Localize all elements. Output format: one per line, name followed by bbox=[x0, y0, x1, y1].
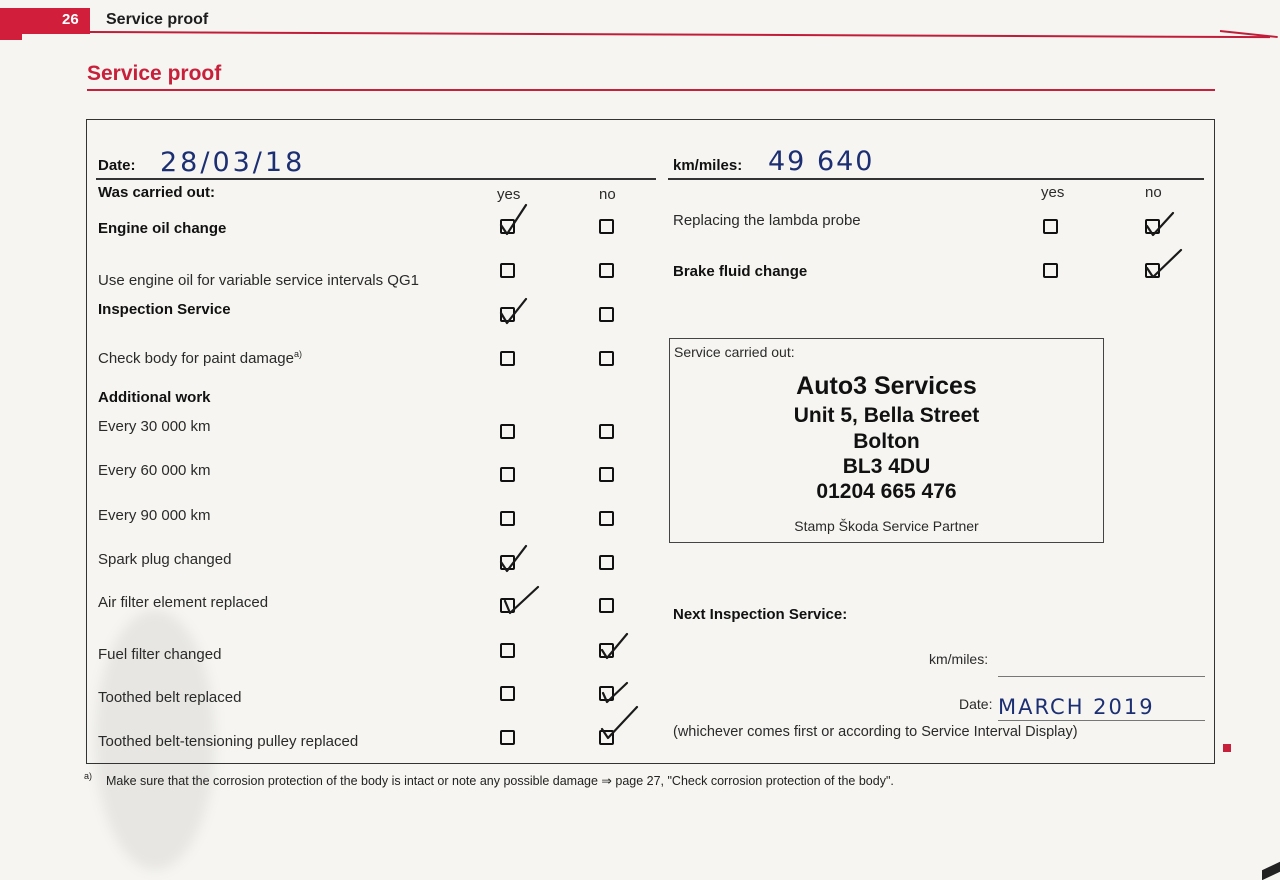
date-label: Date: bbox=[98, 157, 136, 174]
end-of-section-marker bbox=[1223, 744, 1231, 752]
checkbox-paint-yes[interactable] bbox=[500, 351, 515, 366]
section-rule bbox=[87, 89, 1215, 91]
checkbox-60000-no[interactable] bbox=[599, 467, 614, 482]
next-date-underline bbox=[998, 720, 1205, 721]
date-underline bbox=[96, 178, 656, 180]
stamp-street: Unit 5, Bella Street bbox=[793, 404, 980, 427]
item-label: Engine oil change bbox=[98, 220, 227, 237]
no-column-header-right: no bbox=[1145, 184, 1162, 201]
item-label: Every 30 000 km bbox=[98, 418, 211, 435]
additional-work-heading: Additional work bbox=[98, 389, 211, 406]
item-label: Air filter element replaced bbox=[98, 594, 269, 611]
footnote-marker: a) bbox=[84, 771, 93, 781]
no-column-header: no bbox=[599, 186, 616, 203]
yes-column-header-right: yes bbox=[1041, 184, 1065, 201]
km-underline bbox=[668, 178, 1204, 180]
footnote-text: Make sure that the corrosion protection of the body is intact or note any possible damage ⇒ page 27, "Check corrosion protection of the body". bbox=[106, 774, 894, 788]
checkbox-paint-no[interactable] bbox=[599, 351, 614, 366]
tick-mark-icon bbox=[498, 583, 540, 617]
checkbox-30000-no[interactable] bbox=[599, 424, 614, 439]
checkbox-spark-no[interactable] bbox=[599, 555, 614, 570]
item-label: Brake fluid change bbox=[673, 263, 808, 280]
date-value[interactable]: 28/03/18 bbox=[160, 147, 306, 178]
checkbox-inspection-no[interactable] bbox=[599, 307, 614, 322]
item-label: Toothed belt replaced bbox=[98, 689, 242, 706]
checkbox-brake-yes[interactable] bbox=[1043, 263, 1058, 278]
item-label bbox=[98, 349, 302, 367]
tick-mark-icon bbox=[498, 541, 540, 575]
page-number: 26 bbox=[62, 11, 79, 28]
service-carried-out-label: Service carried out: bbox=[674, 344, 795, 360]
item-label: Use engine oil for variable service intervals QG1 bbox=[98, 272, 419, 289]
next-km-underline bbox=[998, 676, 1205, 677]
next-date-value[interactable]: MARCH 2019 bbox=[998, 695, 1155, 719]
carried-out-label: Was carried out: bbox=[98, 184, 215, 201]
item-label: Every 60 000 km bbox=[98, 462, 211, 479]
checkbox-qg1-yes[interactable] bbox=[500, 263, 515, 278]
tick-mark-icon bbox=[1143, 206, 1185, 240]
checkbox-90000-no[interactable] bbox=[599, 511, 614, 526]
next-date-label: Date: bbox=[959, 696, 993, 712]
item-label: Inspection Service bbox=[98, 301, 231, 318]
item-label-text: Check body for paint damage bbox=[98, 350, 294, 367]
section-title: Service proof bbox=[87, 62, 222, 85]
item-label: Toothed belt-tensioning pulley replaced bbox=[98, 733, 359, 750]
page-corner-mark bbox=[1262, 862, 1280, 880]
tick-mark-icon bbox=[1143, 246, 1185, 280]
header-red-tab-corner bbox=[0, 26, 22, 40]
item-label: Replacing the lambda probe bbox=[673, 212, 861, 229]
checkbox-engine-oil-no[interactable] bbox=[599, 219, 614, 234]
checkbox-air-no[interactable] bbox=[599, 598, 614, 613]
footnote-ref: a) bbox=[293, 349, 302, 359]
next-km-label: km/miles: bbox=[929, 651, 989, 667]
stamp-town: Bolton bbox=[853, 430, 920, 453]
next-inspection-label: Next Inspection Service: bbox=[673, 606, 848, 623]
checkbox-pulley-yes[interactable] bbox=[500, 730, 515, 745]
whichever-note: (whichever comes first or according to Service Interval Display) bbox=[673, 724, 1078, 740]
tick-mark-icon bbox=[597, 673, 639, 707]
tick-mark-icon bbox=[597, 705, 639, 739]
item-label: Spark plug changed bbox=[98, 551, 232, 568]
tick-mark-icon bbox=[498, 293, 540, 327]
stamp-postcode: BL3 4DU bbox=[842, 455, 931, 478]
stamp-caption: Stamp Škoda Service Partner bbox=[794, 518, 979, 534]
km-value[interactable]: 49 640 bbox=[768, 146, 875, 177]
checkbox-60000-yes[interactable] bbox=[500, 467, 515, 482]
checkbox-belt-yes[interactable] bbox=[500, 686, 515, 701]
header-rule bbox=[90, 31, 1270, 38]
yes-column-header: yes bbox=[497, 186, 521, 203]
item-label: Every 90 000 km bbox=[98, 507, 211, 524]
running-title: Service proof bbox=[106, 11, 209, 28]
checkbox-lambda-yes[interactable] bbox=[1043, 219, 1058, 234]
tick-mark-icon bbox=[597, 628, 639, 662]
tick-mark-icon bbox=[498, 203, 540, 237]
checkbox-qg1-no[interactable] bbox=[599, 263, 614, 278]
checkbox-30000-yes[interactable] bbox=[500, 424, 515, 439]
checkbox-fuel-yes[interactable] bbox=[500, 643, 515, 658]
checkbox-90000-yes[interactable] bbox=[500, 511, 515, 526]
stamp-phone: 01204 665 476 bbox=[816, 480, 957, 503]
item-label: Fuel filter changed bbox=[98, 646, 222, 663]
stamp-name: Auto3 Services bbox=[796, 372, 977, 400]
km-label: km/miles: bbox=[673, 157, 743, 174]
